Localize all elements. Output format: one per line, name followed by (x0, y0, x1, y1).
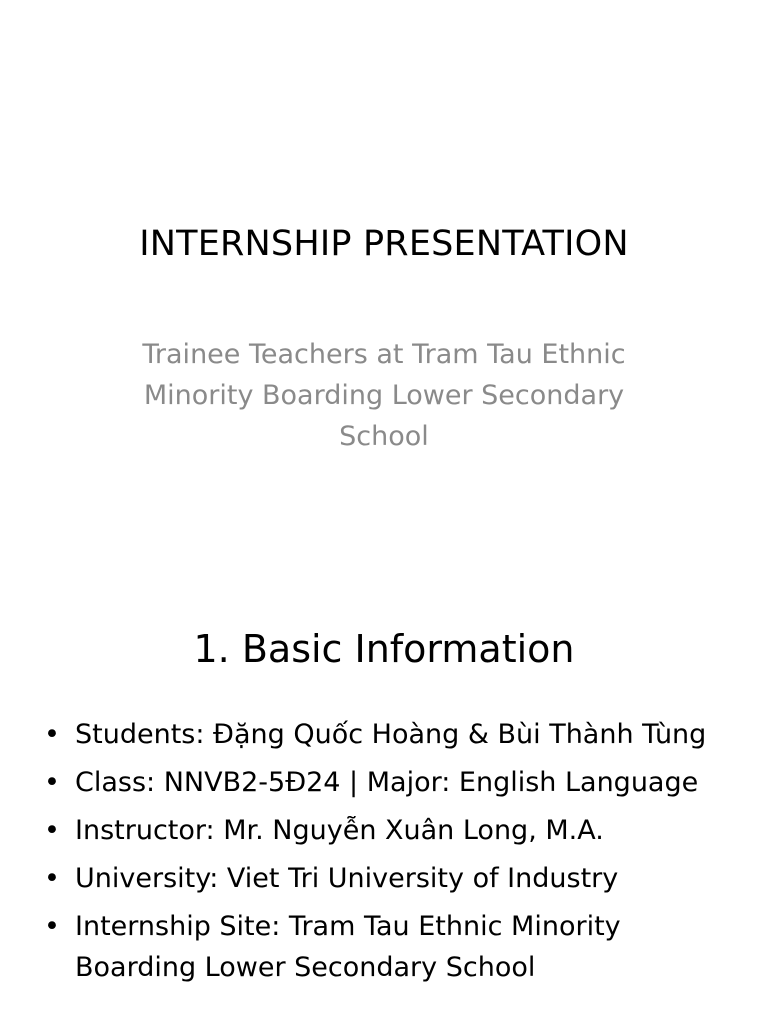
presentation-subtitle: Trainee Teachers at Tram Tau Ethnic Minority Boarding Lower Secondary School (142, 339, 626, 452)
section-title: 1. Basic Information (193, 627, 575, 671)
bullet-item-instructor (0, 810, 768, 851)
bullet-icon: • (44, 863, 60, 894)
bullet-text: Students: Đặng Quốc Hoàng & Bùi Thành Tùng (75, 719, 707, 750)
presentation-title: INTERNSHIP PRESENTATION (139, 224, 629, 264)
bullet-text: University: Viet Tri University of Industry (75, 863, 619, 894)
bullet-item-internship-site (0, 906, 768, 988)
basic-information-slide (0, 576, 768, 1024)
bullet-item-students (0, 714, 768, 755)
bullet-list (0, 714, 768, 995)
bullet-icon: • (44, 815, 60, 846)
bullet-icon: • (44, 719, 60, 750)
bullet-text: Instructor: Mr. Nguyễn Xuân Long, M.A. (75, 815, 604, 846)
bullet-text: Class: NNVB2-5Đ24 | Major: English Language (75, 767, 699, 798)
bullet-icon: • (44, 911, 60, 942)
bullet-text: Internship Site: Tram Tau Ethnic Minority Boarding Lower Secondary School (75, 911, 621, 983)
bullet-icon: • (44, 767, 60, 798)
bullet-item-class (0, 762, 768, 803)
bullet-item-university (0, 858, 768, 899)
